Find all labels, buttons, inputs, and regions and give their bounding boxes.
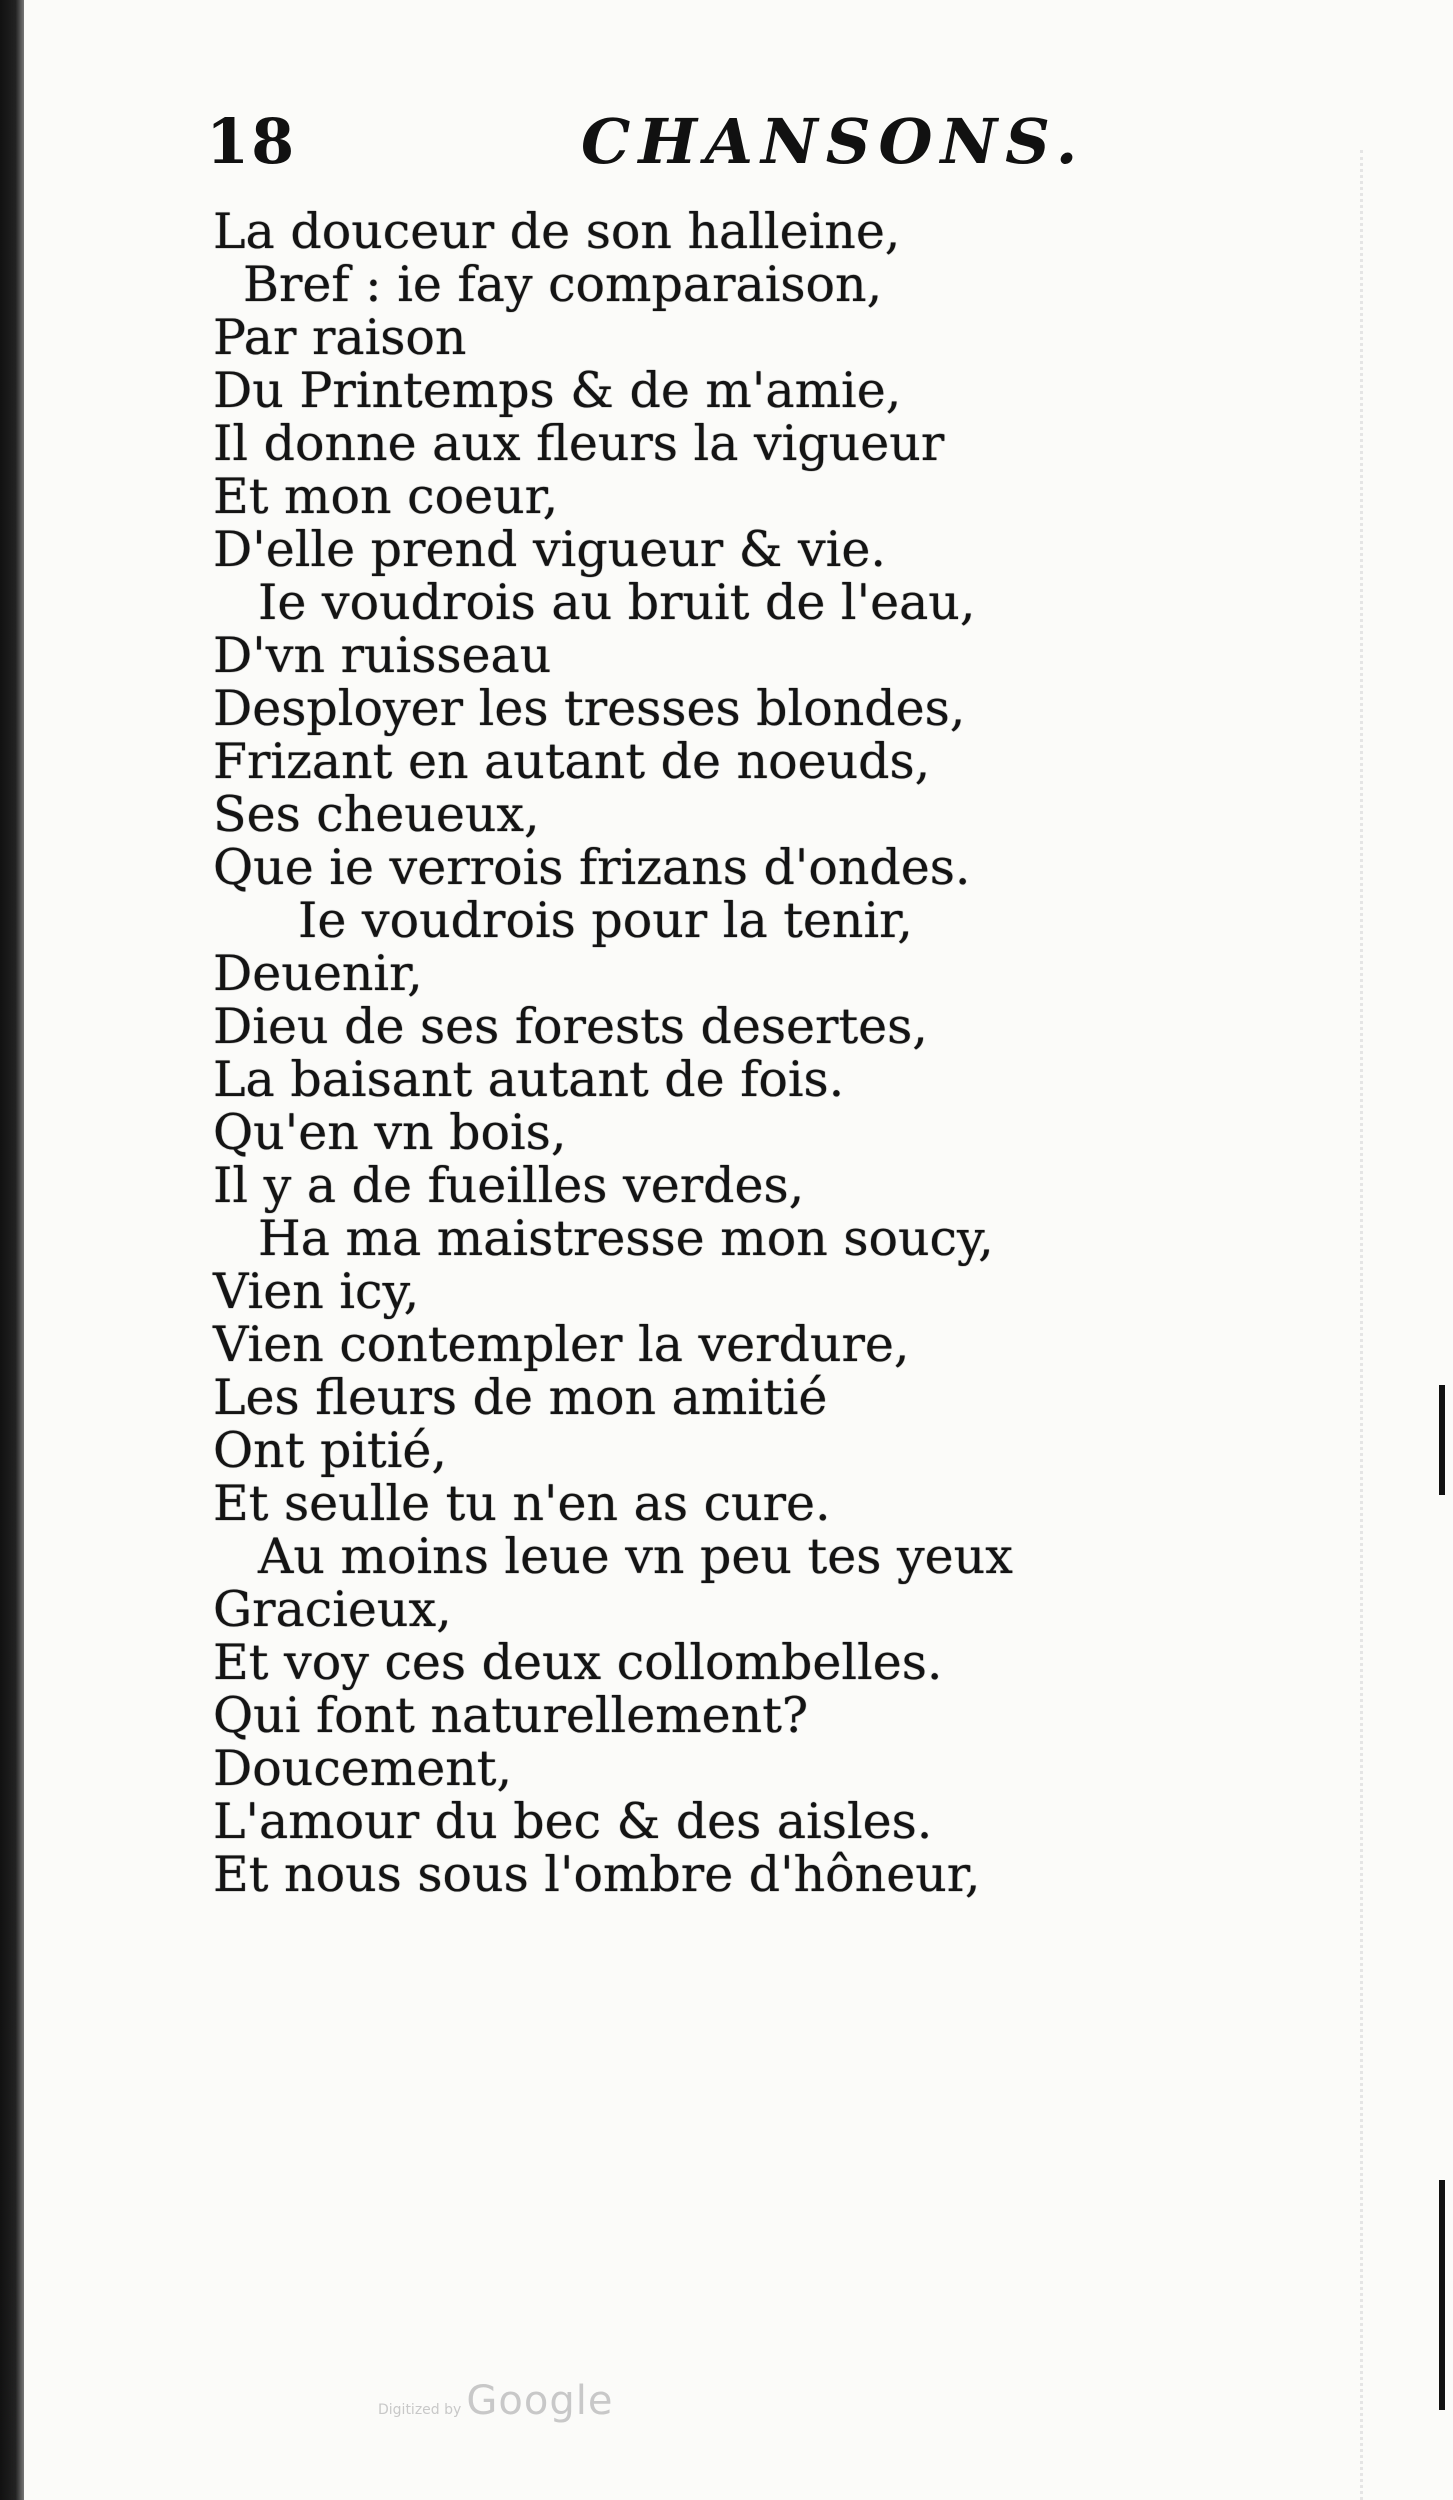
watermark-brand: Google xyxy=(466,2378,614,2424)
poem-line: Dieu de ses forests desertes, xyxy=(213,998,928,1055)
edge-mark xyxy=(1439,1385,1445,1495)
poem-line: Il y a de fueilles verdes, xyxy=(213,1157,805,1214)
poem-line: D'elle prend vigueur & vie. xyxy=(213,521,886,578)
poem-line: Et nous sous l'ombre d'hôneur, xyxy=(213,1846,981,1903)
poem-line: La douceur de son halleine, xyxy=(213,203,901,260)
poem-line: Qui font naturellement? xyxy=(213,1687,809,1744)
poem-line: Et seulle tu n'en as cure. xyxy=(213,1475,831,1532)
poem-line: Bref : ie fay comparaison, xyxy=(243,256,883,313)
poem-line: Au moins leue vn peu tes yeux xyxy=(258,1528,1013,1585)
poem-line: Qu'en vn bois, xyxy=(213,1104,567,1161)
poem-line: Gracieux, xyxy=(213,1581,452,1638)
edge-mark xyxy=(1439,2180,1445,2410)
poem-line: Et mon coeur, xyxy=(213,468,559,525)
poem-line: Doucement, xyxy=(213,1740,513,1797)
poem-line: Frizant en autant de noeuds, xyxy=(213,733,931,790)
poem-line: Ses cheueux, xyxy=(213,786,540,843)
poem-line: Desployer les tresses blondes, xyxy=(213,680,966,737)
poem-line: Et voy ces deux collombelles. xyxy=(213,1634,943,1691)
poem-line: Deuenir, xyxy=(213,945,423,1002)
page-bleed-through xyxy=(1360,150,1453,2500)
digitized-watermark xyxy=(378,2378,613,2424)
running-head: CHANSONS. xyxy=(581,105,1086,178)
poem-line: Ont pitié, xyxy=(213,1422,447,1479)
poem-line: Il donne aux fleurs la vigueur xyxy=(213,415,945,472)
poem-line: Les fleurs de mon amitié xyxy=(213,1369,828,1426)
watermark-prefix: Digitized by xyxy=(378,2402,462,2418)
poem-line: Que ie verrois frizans d'ondes. xyxy=(213,839,971,896)
poem-line: Vien icy, xyxy=(213,1263,420,1320)
poem-line: La baisant autant de fois. xyxy=(213,1051,845,1108)
poem-line: Par raison xyxy=(213,309,467,366)
poem-line: Ie voudrois au bruit de l'eau, xyxy=(258,574,976,631)
poem-text xyxy=(213,205,1113,1901)
poem-line: Ie voudrois pour la tenir, xyxy=(298,892,913,949)
poem-line: Ha ma maistresse mon soucy, xyxy=(258,1210,994,1267)
book-spine xyxy=(0,0,24,2500)
page-header xyxy=(206,105,1106,185)
poem-line: Du Printemps & de m'amie, xyxy=(213,362,902,419)
poem-line: L'amour du bec & des aisles. xyxy=(213,1793,933,1850)
poem-line: D'vn ruisseau xyxy=(213,627,552,684)
poem-line: Vien contempler la verdure, xyxy=(213,1316,910,1373)
page-number: 18 xyxy=(206,105,297,178)
